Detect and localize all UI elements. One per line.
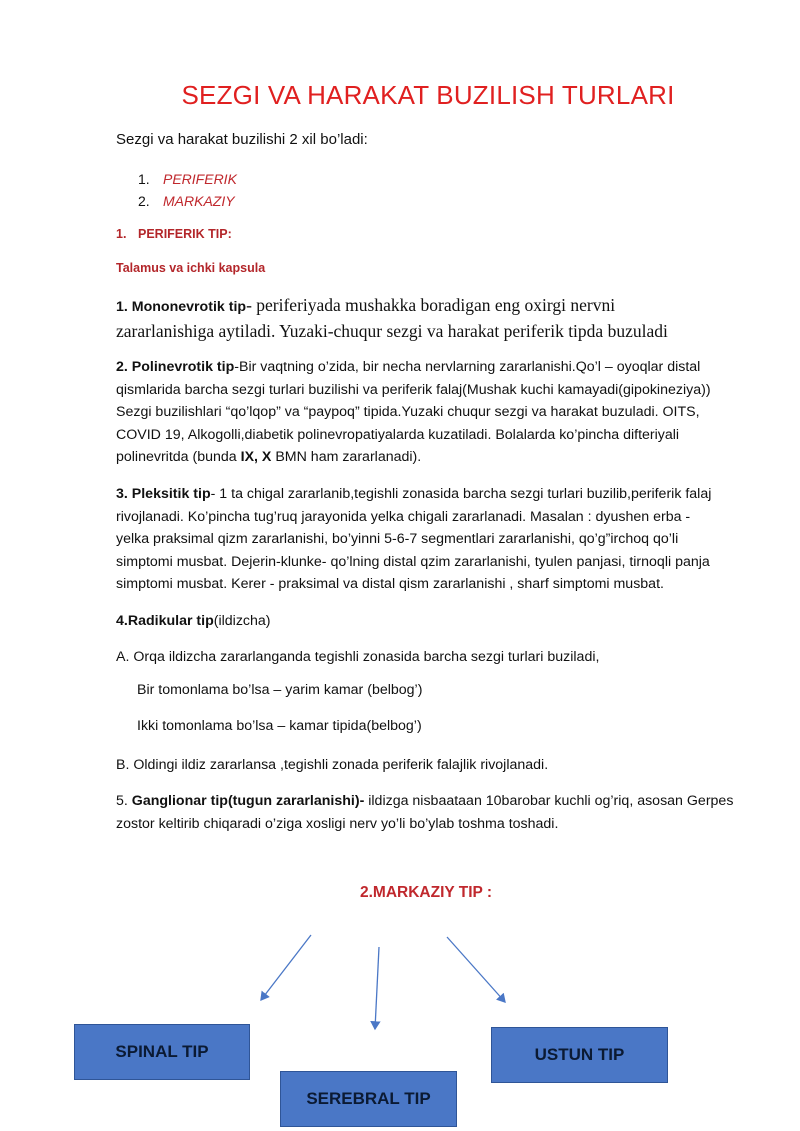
radikular-a-item-1: Bir tomonlama bo’lsa – yarim kamar (belbog’): [137, 682, 423, 698]
paragraph-text: - periferiyada mushakka boradigan eng oxirgi nervni: [246, 295, 616, 315]
subheading-talamus: Talamus va ichki kapsula: [116, 261, 266, 275]
arrow-to-spinal: [261, 935, 311, 1000]
paragraph-radikular-a: A. Orqa ildizcha zararlanganda tegishli zonasida barcha sezgi turlari buziladi,: [116, 649, 600, 665]
list-item-label: PERIFERIK: [163, 171, 237, 187]
arrow-to-serebral: [375, 947, 379, 1029]
paragraph-text: simptomi musbat. Dejerin-klunke- qo’lning distal qzim zararlanishi, tyulen panjasi, tirnoqli panja: [116, 553, 710, 570]
list-item-number: 1.: [138, 171, 150, 187]
paragraph-text: rivojlanadi. Ko’pincha tug’ruq jarayonida yelka chigali zararlanadi. Masalan : dyushen erba -: [116, 508, 691, 525]
paragraph-text: BMN ham zararlanadi).: [271, 449, 422, 465]
paragraph-text: yelka praksimal qizm zararlanishi, bo’yinni 5-6-7 segmentlari zararlanishi, qo’g”irchoq qo’li: [116, 531, 679, 547]
arrow-to-ustun: [447, 937, 505, 1002]
paragraph-heading: 4.Radikular tip: [116, 613, 214, 629]
intro-text: Sezgi va harakat buzilishi 2 xil bo’ladi:: [116, 131, 368, 148]
page-title: SEZGI VA HARAKAT BUZILISH TURLARI: [181, 80, 675, 110]
paragraph-number: 5.: [116, 793, 132, 809]
paragraph-text: polinevritda (bunda: [116, 449, 241, 465]
section-label: PERIFERIK TIP:: [138, 227, 232, 241]
list-item-label: MARKAZIY: [163, 193, 235, 209]
paragraph-text: -Bir vaqtning o’zida, bir necha nervlarning zararlanishi.Qo’l – oyoqlar distal: [234, 359, 701, 375]
box-spinal-tip: SPINAL TIP: [74, 1024, 250, 1080]
paragraph-text: (ildizcha): [213, 613, 271, 629]
radikular-a-item-2: Ikki tomonlama bo’lsa – kamar tipida(belbog’): [137, 718, 422, 734]
paragraph-heading: 3. Pleksitik tip: [116, 486, 211, 502]
paragraph-heading: 1. Mononevrotik tip: [116, 299, 247, 315]
paragraph-text: Sezgi buzilishlari “qo’lqop” va “paypoq” tipida.Yuzaki chuqur sezgi va harakat buzuladi. OITS,: [116, 404, 700, 420]
section-number: 1.: [116, 227, 127, 241]
paragraph-text: - 1 ta chigal zararlanib,tegishli zonasida barcha sezgi turlari buzilib,periferik falaj: [210, 486, 712, 502]
paragraph-text: simptomi musbat. Kerer - praksimal va distal qism zararlanishi , sharf simptomi musbat.: [116, 576, 664, 592]
box-serebral-tip: SEREBRAL TIP: [280, 1071, 457, 1127]
nerve-numbers: IX, X: [240, 449, 272, 465]
paragraph-text: zararlanishiga aytiladi. Yuzaki-chuqur sezgi va harakat periferik tipda buzuladi: [116, 320, 668, 341]
list-item-number: 2.: [138, 193, 150, 209]
box-ustun-tip: USTUN TIP: [491, 1027, 668, 1083]
paragraph-text: COVID 19, Alkogolli,diabetik polinevropatiyalarda kuzatiladi. Bolalarda ko’pincha difteriyali: [116, 426, 680, 443]
paragraph-text: qismlarida barcha sezgi turlari buzilishi va periferik falaj(Mushak kuchi kamayadi(gipokineziya)): [116, 381, 711, 398]
paragraph-text: ildizga nisbaataan 10barobar kuchli og’riq, asosan Gerpes: [364, 793, 734, 809]
paragraph-heading: Ganglionar tip(tugun zararlanishi)-: [131, 793, 365, 809]
paragraph-radikular-b: B. Oldingi ildiz zararlansa ,tegishli zonada periferik falajlik rivojlanadi.: [116, 757, 549, 773]
paragraph-text: zostor keltirib chiqaradi o’ziga xosligi nerv yo’li bo’ylab toshma toshadi.: [116, 815, 559, 832]
markaziy-heading: 2.MARKAZIY TIP :: [360, 884, 493, 901]
paragraph-heading: 2. Polinevrotik tip: [116, 359, 235, 375]
